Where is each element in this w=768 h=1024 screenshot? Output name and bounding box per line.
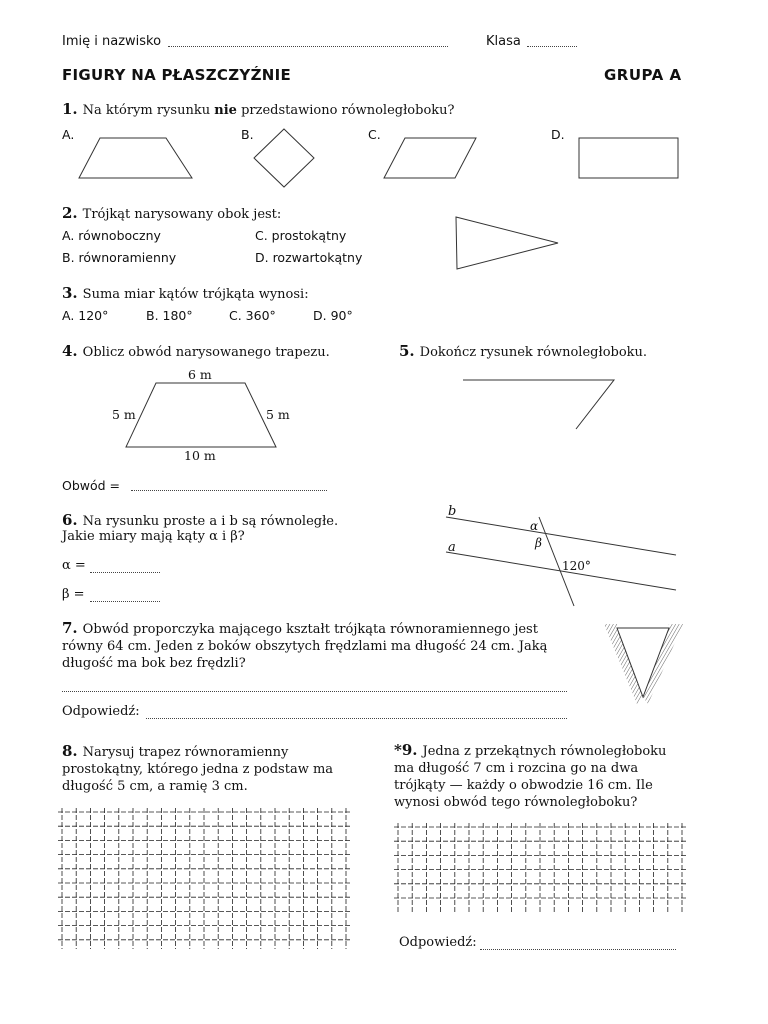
question-3: 3. Suma miar kątów trójkąta wynosi: [62,284,309,302]
q6-alpha-mark: α [530,519,539,533]
q3-option-b[interactable]: B. 180° [146,308,193,323]
q3-option-d[interactable]: D. 90° [313,308,353,323]
q1-option-a[interactable]: A. [62,127,75,142]
q4-label-bottom: 10 m [184,448,216,463]
q1-option-b[interactable]: B. [241,127,254,142]
q6-angle-label: 120° [562,559,591,573]
q2-option-a[interactable]: A. równoboczny [62,228,161,243]
q6-line-a-label: a [448,540,456,555]
q2-option-c[interactable]: C. prostokątny [255,228,347,243]
question-2: 2. Trójkąt narysowany obok jest: [62,204,282,222]
q4-label-top: 6 m [188,367,212,382]
q7-answer-label: Odpowiedź: [62,704,140,719]
question-1: 1. Na którym rysunku nie przedstawiono równoległoboku? [62,100,455,118]
q2-option-b[interactable]: B. równoramienny [62,250,177,265]
q4-label-left: 5 m [112,407,136,422]
q6-line-b-label: b [448,504,457,519]
name-label: Imię i nazwisko [62,34,162,49]
page-title: FIGURY NA PŁASZCZYŹNIE [62,66,292,84]
class-label: Klasa [486,34,521,49]
q6-beta-mark: β [535,536,542,550]
q1-option-c[interactable]: C. [368,127,381,142]
question-9: *9. Jedna z przekątnych równoległoboku ma długość 7 cm i rozcina go na dwa trójkąty — każdy o obwodzie 16 cm. Ile wynosi obwód tego równoległoboku? [394,741,667,810]
question-7: 7. Obwód proporczyka mającego kształt trójkąta równoramiennego jest równy 64 cm. Jeden z boków obszytych frędzlami ma długość 24 cm. Jaką długość ma bok bez frędzli? [62,619,548,671]
question-8: 8. Narysuj trapez równoramienny prostokątny, którego jedna z podstaw ma długość 5 cm, a ramię 3 cm. [62,742,334,794]
group-label: GRUPA A [604,66,682,84]
q6-alpha-label: α = [62,558,86,573]
q9-answer-field[interactable] [480,939,676,950]
q4-answer-label: Obwód = [62,478,121,493]
question-5: 5. Dokończ rysunek równoległoboku. [399,342,648,360]
q1-option-d[interactable]: D. [551,127,565,142]
question-6-line2: Jakie miary mają kąty α i β? [62,529,245,544]
q3-option-c[interactable]: C. 360° [229,308,276,323]
question-4: 4. Oblicz obwód narysowanego trapezu. [62,342,330,360]
q9-answer-label: Odpowiedź: [399,935,477,950]
q2-option-d[interactable]: D. rozwartokątny [255,250,363,265]
q6-beta-label: β = [62,587,85,602]
question-6: 6. Na rysunku proste a i b są równoległe. [62,511,339,529]
q4-label-right: 5 m [266,407,290,422]
q3-option-a[interactable]: A. 120° [62,308,109,323]
